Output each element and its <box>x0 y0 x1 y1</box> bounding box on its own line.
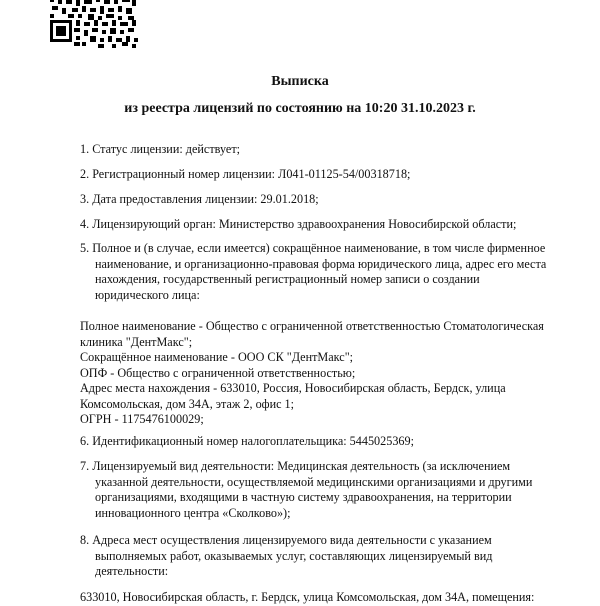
qr-code-icon <box>48 0 140 48</box>
item-line: 7. Лицензируемый вид деятельности: Медицинская деятельность (за исключением <box>80 459 511 473</box>
item-line: указанной деятельности, осуществляемой медицинскими организациями и другими <box>95 474 533 489</box>
item-line: юридического лица: <box>95 287 200 302</box>
document-subtitle: из реестра лицензий по состоянию на 10:20 31.10.2023 г. <box>124 101 476 116</box>
organization-details <box>80 319 550 428</box>
document-title: Выписка <box>271 74 329 89</box>
address-line: 633010, Новосибирская область, г. Бердск, улица Комсомольская, дом 34А, помещения: <box>80 590 535 604</box>
item-line: 2. Регистрационный номер лицензии: Л041-01125-54/00318718; <box>80 167 411 181</box>
item-line: наименование, и организационно-правовая форма юридического лица, адрес его места <box>95 256 547 271</box>
item-line: деятельности: <box>95 564 169 578</box>
qr-code-graphic <box>48 0 140 48</box>
detail-line: Полное наименование - Общество с ограниченной ответственностью Стоматологическая <box>80 319 544 333</box>
item-line: инновационного центра «Сколково»); <box>95 505 291 520</box>
item-organization-name <box>80 241 547 303</box>
item-issue-date <box>80 192 540 208</box>
item-line: 8. Адреса мест осуществления лицензируемого вида деятельности с указанием <box>80 533 492 547</box>
item-line: 1. Статус лицензии: действует; <box>80 142 241 156</box>
detail-line: Адрес места нахождения - 633010, Россия, Новосибирская область, Бердск, улица <box>80 381 506 395</box>
item-licensing-authority <box>80 217 540 233</box>
detail-line: Комсомольская, дом 34А, этаж 2, офис 1; <box>80 396 295 411</box>
item-taxpayer-id <box>80 434 540 450</box>
item-license-status <box>80 142 540 158</box>
item-line: нахождения, государственный регистрационный номер записи о создании <box>95 272 480 286</box>
detail-line: ОПФ - Общество с ограниченной ответственностью; <box>80 365 356 380</box>
item-activity-addresses <box>80 533 540 580</box>
detail-line: Сокращённое наименование - ООО СК "ДентМакс"; <box>80 350 354 364</box>
detail-line: ОГРН - 1175476100029; <box>80 412 204 426</box>
detail-line: клиника "ДентМакс"; <box>80 334 193 349</box>
item-line: 5. Полное и (в случае, если имеется) сокращённое наименование, в том числе фирменное <box>80 241 546 255</box>
item-line: организациями, входящими в частную систему здравоохранения, на территории <box>95 490 512 504</box>
item-registration-number <box>80 167 540 183</box>
activity-address-line <box>80 590 600 606</box>
item-line: 6. Идентификационный номер налогоплательщика: 5445025369; <box>80 434 415 448</box>
item-line: 3. Дата предоставления лицензии: 29.01.2018; <box>80 192 319 206</box>
item-licensed-activity <box>80 459 540 521</box>
item-line: выполняемых работ, оказываемых услуг, составляющих лицензируемый вид <box>95 548 493 563</box>
item-line: 4. Лицензирующий орган: Министерство здравоохранения Новосибирской области; <box>80 217 517 231</box>
